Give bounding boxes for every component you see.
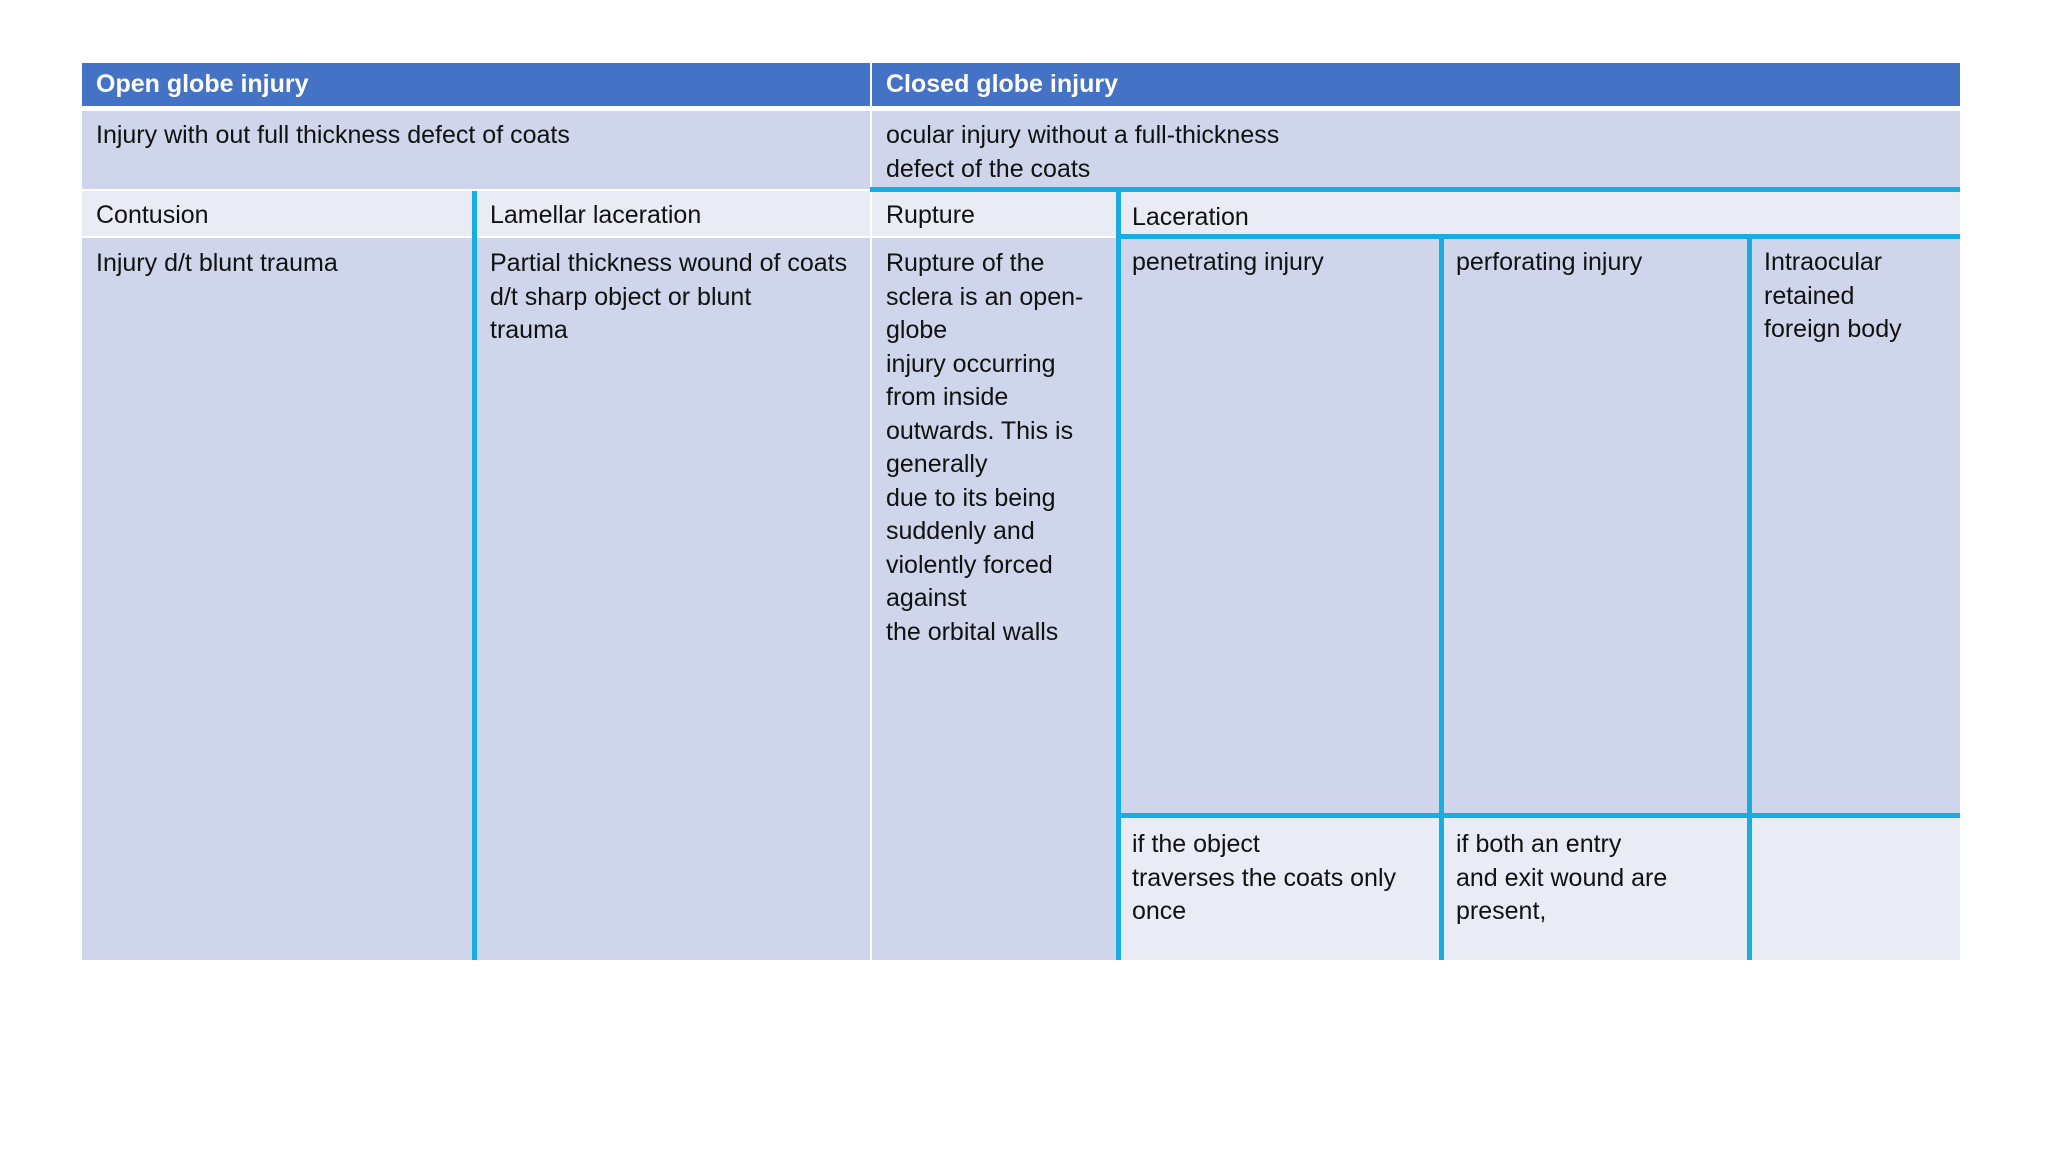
divider-rupture-laceration xyxy=(1116,188,1121,960)
header-open-globe: Open globe injury xyxy=(82,63,870,106)
note-perforating: if both an entry and exit wound are present, xyxy=(1442,818,1748,960)
subtype-contusion: Contusion xyxy=(82,191,474,236)
divider-penetrating-perforating xyxy=(1439,236,1444,960)
divider-laceration-notes-top xyxy=(1116,813,1960,818)
description-rupture: Rupture of the sclera is an open- globe injury occurring from inside outwards. This is generally due to its being suddenly and violently forced against the orbital walls xyxy=(872,238,1116,960)
laceration-penetrating: penetrating injury xyxy=(1118,238,1440,816)
divider-closed-definition-bottom xyxy=(870,187,1960,192)
header-closed-globe: Closed globe injury xyxy=(872,63,1960,106)
laceration-iofb: Intraocular retained foreign body xyxy=(1750,238,1960,816)
laceration-perforating: perforating injury xyxy=(1442,238,1748,816)
definition-open-globe: Injury with out full thickness defect of coats xyxy=(82,111,870,189)
divider-laceration-header-bottom xyxy=(1116,234,1960,239)
subtype-laceration: Laceration xyxy=(1118,191,1960,236)
description-contusion: Injury d/t blunt trauma xyxy=(82,238,474,960)
description-lamellar-laceration: Partial thickness wound of coats d/t sharp object or blunt trauma xyxy=(476,238,870,960)
definition-closed-globe: ocular injury without a full-thickness defect of the coats xyxy=(872,111,1960,189)
divider-perforating-iofb xyxy=(1747,236,1752,960)
subtype-rupture: Rupture xyxy=(872,191,1116,236)
divider-contusion-lamellar xyxy=(472,191,477,960)
subtype-lamellar-laceration: Lamellar laceration xyxy=(476,191,870,236)
note-iofb xyxy=(1750,818,1960,960)
note-penetrating: if the object traverses the coats only once xyxy=(1118,818,1440,960)
